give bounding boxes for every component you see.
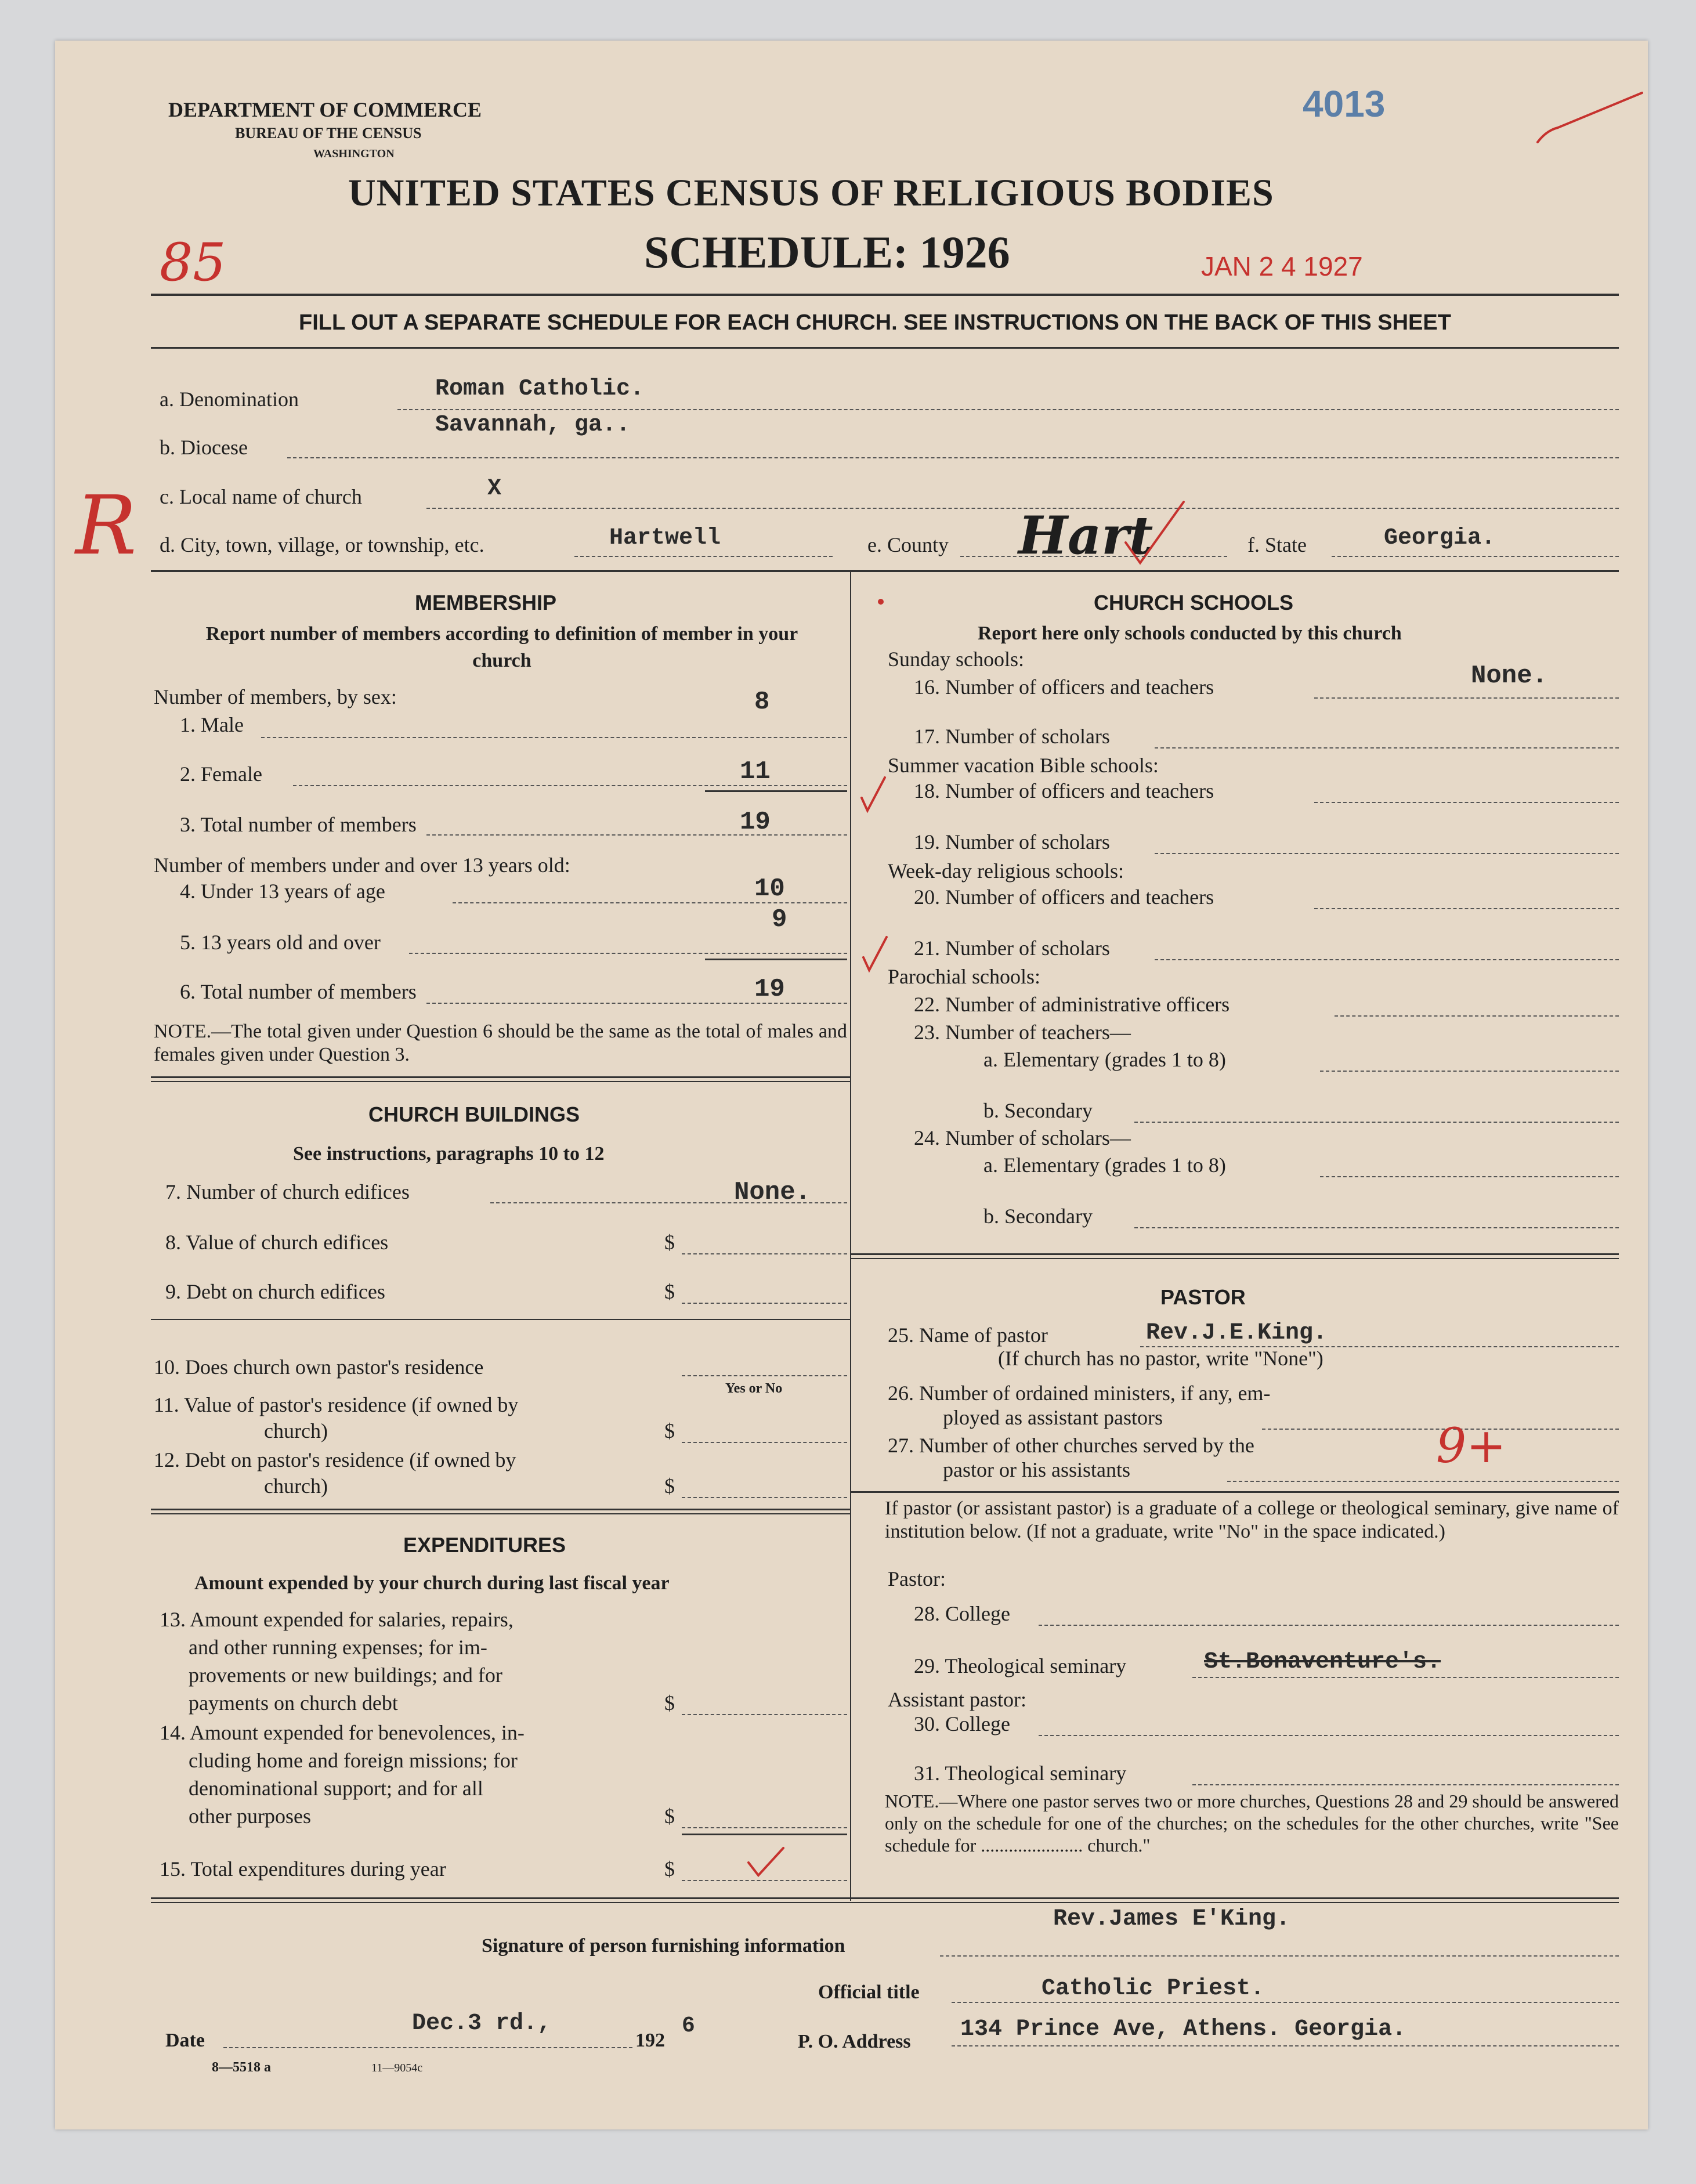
q29-label: 29. Theological seminary (914, 1654, 1127, 1677)
local-name-value: X (487, 476, 502, 502)
county-label: e. County (867, 533, 949, 556)
census-schedule-sheet (55, 41, 1648, 2129)
yes-no-label: Yes or No (725, 1381, 783, 1396)
q27-rule (850, 1491, 1619, 1493)
q31-line (1192, 1784, 1619, 1785)
q16-line (1314, 697, 1619, 699)
q28-label: 28. College (914, 1602, 1010, 1625)
membership-subheading: Report number of members according to definition of member in your church (205, 623, 798, 671)
q1-value: 8 (754, 688, 770, 717)
id-rule (151, 570, 1619, 572)
q23a-label: a. Elementary (grades 1 to 8) (983, 1048, 1226, 1071)
margin-number-85: 85 (160, 232, 226, 293)
q18-label: 18. Number of officers and teachers (914, 779, 1214, 802)
q23a-line (1320, 1071, 1619, 1072)
q23-label: 23. Number of teachers— (914, 1021, 1131, 1044)
membership-heading: MEMBERSHIP (415, 591, 557, 614)
q19-label: 19. Number of scholars (914, 830, 1110, 854)
address-label: P. O. Address (798, 2031, 911, 2052)
diocese-value: Savannah, ga.. (435, 412, 631, 438)
membership-note: NOTE.—The total given under Question 6 should be the same as the total of males and females given under Question 3. (154, 1021, 847, 1065)
q16-label: 16. Number of officers and teachers (914, 675, 1214, 699)
diocese-line (287, 457, 1619, 458)
signature-line (940, 1955, 1619, 1957)
state-line (1332, 556, 1619, 557)
address-value: 134 Prince Ave, Athens. Georgia. (960, 2016, 1406, 2042)
q24b-label: b. Secondary (983, 1205, 1093, 1228)
margin-letter-r: R (75, 479, 137, 573)
denomination-value: Roman Catholic. (435, 376, 645, 402)
checkmark-icon (746, 1845, 786, 1880)
schools-rule (850, 1253, 1619, 1255)
q13-line-2: and other running expenses; for im- (189, 1636, 487, 1659)
center-divider (850, 572, 851, 1901)
state-label: f. State (1247, 533, 1307, 556)
q7-value: None. (734, 1178, 811, 1207)
q23b-label: b. Secondary (983, 1099, 1093, 1122)
weekday-label: Week-day religious schools: (888, 859, 1124, 883)
q29-value: St.Bonaventure's. (1204, 1649, 1441, 1675)
q4-value: 10 (754, 874, 785, 903)
q30-label: 30. College (914, 1712, 1010, 1735)
expenditures-heading: EXPENDITURES (403, 1533, 566, 1557)
pastor-label: Pastor: (888, 1567, 946, 1590)
q25-value: Rev.J.E.King. (1146, 1320, 1328, 1346)
checkmark-icon (860, 934, 889, 975)
q27-value: 9+ (1436, 1419, 1506, 1474)
q15-label: 15. Total expenditures during year (160, 1857, 446, 1881)
q15-dollar: $ (664, 1857, 675, 1881)
buildings-rule-2 (151, 1513, 850, 1514)
buildings-subheading: See instructions, paragraphs 10 to 12 (293, 1143, 605, 1165)
signature-label: Signature of person furnishing information (482, 1935, 845, 1957)
q2-total-rule (705, 790, 847, 792)
membership-rule (151, 1076, 850, 1078)
q6-label: 6. Total number of members (180, 980, 417, 1003)
q17-label: 17. Number of scholars (914, 725, 1110, 748)
q9-rule (151, 1319, 850, 1320)
q14-line (682, 1827, 847, 1828)
q4-label: 4. Under 13 years of age (180, 880, 385, 903)
q5-line (409, 953, 847, 954)
expenditures-subheading: Amount expended by your church during last fiscal year (194, 1572, 670, 1594)
form-number: 8—5518 a (212, 2060, 271, 2075)
fill-instruction: FILL OUT A SEPARATE SCHEDULE FOR EACH CHURCH. SEE INSTRUCTIONS ON THE BACK OF THIS SHEET (299, 310, 1451, 335)
q24a-line (1320, 1176, 1619, 1177)
checkmark-icon (1535, 87, 1645, 157)
date-label: Date (165, 2030, 205, 2051)
state-value: Georgia. (1384, 525, 1496, 551)
q26-label-a: 26. Number of ordained ministers, if any, em- (888, 1382, 1271, 1405)
city-value: Hartwell (609, 525, 721, 551)
city-line (574, 556, 833, 557)
q6-value: 19 (754, 975, 785, 1004)
checkmark-icon (1123, 499, 1187, 569)
q13-line-3: provements or new buildings; and for (189, 1664, 502, 1687)
q21-label: 21. Number of scholars (914, 936, 1110, 960)
print-number: 11—9054c (371, 2062, 423, 2074)
membership-rule-2 (151, 1081, 850, 1082)
q7-label: 7. Number of church edifices (165, 1180, 410, 1203)
q14-line-1: 14. Amount expended for benevolences, in- (160, 1721, 525, 1744)
city-label-field: d. City, town, village, or township, etc. (160, 533, 484, 556)
pastor-note: NOTE.—Where one pastor serves two or more churches, Questions 28 and 29 should be answered only on the schedule for one of the churches; on the schedules for the other churches, write "See schedule for ...................... church." (885, 1791, 1619, 1856)
q20-label: 20. Number of officers and teachers (914, 885, 1214, 909)
by-sex-label: Number of members, by sex: (154, 685, 397, 708)
assistant-label: Assistant pastor: (888, 1688, 1026, 1711)
red-dot-mark (878, 599, 884, 605)
q30-line (1039, 1735, 1619, 1736)
q20-line (1314, 908, 1619, 909)
buildings-heading: CHURCH BUILDINGS (368, 1102, 580, 1126)
q15-line (682, 1880, 847, 1881)
q16-value: None. (1471, 661, 1548, 690)
q27-line (1227, 1481, 1619, 1482)
q24a-label: a. Elementary (grades 1 to 8) (983, 1154, 1226, 1177)
q25-note: (If church has no pastor, write "None") (998, 1347, 1323, 1370)
q11-label-a: 11. Value of pastor's residence (if owned by (154, 1393, 519, 1416)
official-title-value: Catholic Priest. (1042, 1976, 1265, 2002)
header-rule-top (151, 294, 1619, 296)
schools-rule-2 (850, 1258, 1619, 1259)
q9-label: 9. Debt on church edifices (165, 1280, 385, 1303)
parochial-label: Parochial schools: (888, 965, 1040, 988)
q10-label: 10. Does church own pastor's residence (154, 1355, 484, 1379)
county-value: Hart (1018, 505, 1153, 566)
q5-label: 5. 13 years old and over (180, 931, 381, 954)
department-label: DEPARTMENT OF COMMERCE (168, 98, 482, 121)
q14-line-2: cluding home and foreign missions; for (189, 1749, 518, 1772)
date-value: Dec.3 rd., (412, 2011, 552, 2037)
graduate-note: If pastor (or assistant pastor) is a graduate of a college or theological seminary, give name of institution below. (If not a graduate, write "No" in the space indicated.) (885, 1498, 1619, 1542)
form-title: UNITED STATES CENSUS OF RELIGIOUS BODIES (348, 172, 1274, 214)
received-date-stamp: JAN 2 4 1927 (1201, 251, 1363, 281)
q19-line (1155, 853, 1619, 854)
q14-total-rule (682, 1834, 847, 1835)
q22-line (1335, 1015, 1619, 1017)
q8-line (682, 1253, 847, 1254)
sunday-label: Sunday schools: (888, 648, 1025, 671)
diocese-label: b. Diocese (160, 436, 248, 459)
age-label: Number of members under and over 13 years old: (154, 854, 570, 877)
q22-label: 22. Number of administrative officers (914, 993, 1230, 1016)
q2-label: 2. Female (180, 762, 262, 786)
q27-label-a: 27. Number of other churches served by the (888, 1434, 1254, 1457)
local-name-label: c. Local name of church (160, 485, 362, 508)
q24b-line (1134, 1227, 1619, 1228)
file-number-stamp: 4013 (1303, 83, 1386, 125)
header-rule-bottom (151, 347, 1619, 349)
q13-dollar: $ (664, 1691, 675, 1715)
year-prefix: 192 (635, 2030, 665, 2051)
expenditures-rule-2 (151, 1902, 1619, 1903)
q9-dollar: $ (664, 1280, 675, 1303)
q12-label-a: 12. Debt on pastor's residence (if owned by (154, 1448, 516, 1471)
q28-line (1039, 1625, 1619, 1626)
q17-line (1155, 747, 1619, 749)
official-title-line (952, 2002, 1619, 2003)
q29-line (1192, 1677, 1619, 1678)
address-line (952, 2045, 1619, 2046)
buildings-rule (151, 1509, 850, 1510)
q11-line (682, 1442, 847, 1443)
q11-label-b: church) (264, 1419, 328, 1442)
q21-line (1155, 959, 1619, 960)
bureau-label: BUREAU OF THE CENSUS (235, 125, 422, 142)
schools-subheading: Report here only schools conducted by this church (978, 623, 1402, 644)
q10-line (682, 1375, 847, 1376)
q12-dollar: $ (664, 1474, 675, 1498)
q8-dollar: $ (664, 1231, 675, 1254)
county-line (960, 556, 1227, 557)
q3-line (426, 834, 847, 836)
q1-line (261, 737, 847, 738)
checkmark-icon (859, 775, 888, 815)
q25-label: 25. Name of pastor (888, 1324, 1048, 1347)
denomination-line (397, 409, 1619, 410)
q13-line-1: 13. Amount expended for salaries, repairs, (160, 1608, 513, 1631)
q14-line-3: denominational support; and for all (189, 1777, 483, 1800)
q8-label: 8. Value of church edifices (165, 1231, 389, 1254)
pastor-heading: PASTOR (1160, 1285, 1246, 1309)
q24-label: 24. Number of scholars— (914, 1126, 1131, 1149)
signature-value: Rev.James E'King. (1053, 1906, 1290, 1932)
q5-value: 9 (772, 905, 787, 934)
official-title-label: Official title (818, 1981, 920, 2003)
summer-label: Summer vacation Bible schools: (888, 754, 1159, 777)
q4-line (453, 902, 847, 903)
year-digit: 6 (682, 2013, 695, 2038)
q3-value: 19 (740, 808, 771, 837)
city-label: WASHINGTON (313, 147, 395, 160)
q5-total-rule (705, 959, 847, 960)
q12-label-b: church) (264, 1474, 328, 1498)
q1-label: 1. Male (180, 713, 244, 736)
q9-line (682, 1303, 847, 1304)
q2-value: 11 (740, 757, 771, 786)
q13-line (682, 1714, 847, 1715)
q3-label: 3. Total number of members (180, 813, 417, 836)
schedule-title: SCHEDULE: 1926 (644, 227, 1010, 277)
date-line (223, 2047, 632, 2048)
expenditures-rule (151, 1897, 1619, 1899)
q18-line (1314, 802, 1619, 803)
q14-dollar: $ (664, 1805, 675, 1828)
q12-line (682, 1497, 847, 1498)
schools-heading: CHURCH SCHOOLS (1094, 591, 1294, 614)
q13-line-4: payments on church debt (189, 1691, 398, 1715)
q23b-line (1134, 1122, 1619, 1123)
q11-dollar: $ (664, 1419, 675, 1442)
q31-label: 31. Theological seminary (914, 1762, 1127, 1785)
q26-label-b: ployed as assistant pastors (943, 1406, 1163, 1429)
denomination-label: a. Denomination (160, 388, 299, 411)
q27-label-b: pastor or his assistants (943, 1458, 1130, 1481)
q14-line-4: other purposes (189, 1805, 311, 1828)
